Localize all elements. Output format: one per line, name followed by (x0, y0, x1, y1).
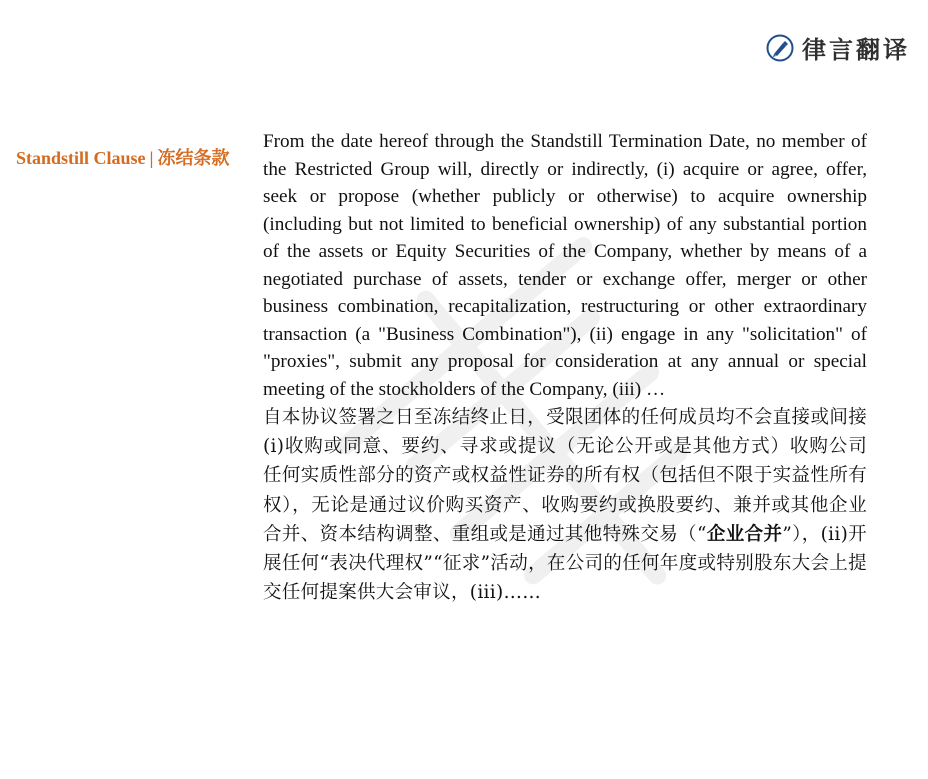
chinese-text-bold-term: 企业合并 (706, 523, 783, 545)
chinese-text-part1: 自本协议签署之日至冻结终止日，受限团体的任何成员均不会直接或间接(i)收购或同意、要约、寻求或提议（无论公开或是其他方式）收购公司任何实质性部分的资产或权益性证券的所有权（包括但不限于实益性所有权），无论是通过议价购买资产、收购要约或换股要约、兼并或其他企业合并、资本结构调整、重组或是通过其他特殊交易（“ (263, 407, 867, 545)
clause-title-separator: | (149, 148, 154, 168)
english-clause-text: From the date hereof through the Standstill Termination Date, no member of the Restricted Group will, directly or indirectly, (i) acquire or agree, offer, seek or propose (whether publicly or otherwise) to acquire ownership (including but not limited to beneficial ownership) of any substantial portion of the assets or Equity Securities of the Company, whether by means of a negotiated purchase of assets, tender or exchange offer, merger or other business combination, recapitalization, restructuring or other extraordinary transaction (a "Business Combination"), (ii) engage in any "solicitation" of "proxies", submit any proposal for consideration at any annual or special meeting of the stockholders of the Company, (iii) … (263, 131, 867, 400)
chinese-text-part2: ”），(ii)开展任何“表决代理权”“征求”活动，在公司的任何年度或特别股东大会上提交任何提案供大会审议，(iii)…… (263, 523, 867, 604)
clause-body (263, 128, 867, 607)
brand-logo (766, 30, 910, 65)
brand-name: 律言翻译 (802, 35, 910, 64)
clause-title-en: Standstill Clause (16, 148, 146, 168)
chinese-clause-text (263, 403, 867, 607)
clause-title-zh: 冻结条款 (157, 148, 230, 168)
pen-nib-icon (766, 34, 794, 62)
clause-title (16, 143, 236, 173)
